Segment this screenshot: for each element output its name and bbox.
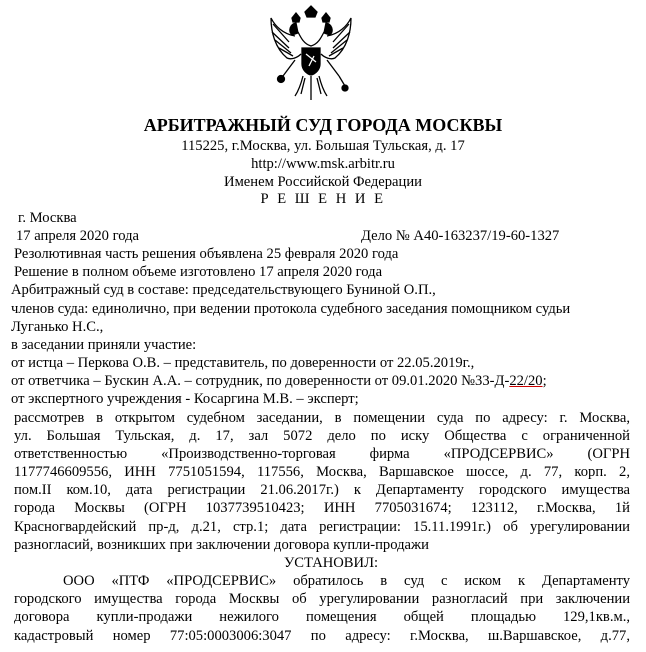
- considering-line: рассмотрев в открытом судебном заседании, в помещении суда по адресу: г. Москва,: [14, 410, 630, 426]
- defendant-text: от ответчика – Бускин А.А. – сотрудник, по доверенности от 09.01.2020 №33-Д-: [11, 373, 510, 389]
- considering-line: пом.II ком.10, дата регистрации 21.06.2017г.) к Департаменту городского имущества: [14, 482, 630, 498]
- plaintiff-representative: от истца – Перкова О.В. – представитель, по доверенности от 22.05.2019г.,: [11, 355, 475, 371]
- established-heading: УСТАНОВИЛ:: [283, 555, 379, 571]
- defendant-attorney-number: 22/20: [509, 373, 543, 389]
- court-website: http://www.msk.arbitr.ru: [251, 156, 395, 172]
- expert-representative: от экспертного учреждения - Косаргина М.В. – эксперт;: [11, 391, 359, 407]
- decision-date: 17 апреля 2020 года: [16, 228, 139, 244]
- russian-coat-of-arms-icon: [265, 4, 357, 104]
- in-name-of-federation: Именем Российской Федерации: [224, 174, 422, 190]
- defendant-representative: [11, 372, 547, 390]
- city: г. Москва: [18, 210, 77, 226]
- court-composition: Арбитражный суд в составе: председательствующего Буниной О.П.,: [11, 282, 436, 298]
- body-text-line: городского имущества города Москвы об урегулировании разногласий при заключении: [14, 591, 630, 607]
- court-members-line-2: Луганько Н.С.,: [11, 319, 104, 335]
- considering-line: 1177746609556, ИНН 7751051594, 117556, Москва, Варшавское шоссе, д. 77, корп. 2,: [14, 464, 630, 480]
- court-name: АРБИТРАЖНЫЙ СУД ГОРОДА МОСКВЫ: [143, 115, 503, 135]
- operative-part-announced: Резолютивная часть решения объявлена 25 февраля 2020 года: [14, 246, 399, 262]
- document-type: Р Е Ш Е Н И Е: [260, 191, 386, 207]
- considering-line: ул. Большая Тульская, д. 17, зал 5072 дело по иску Общества с ограниченной: [14, 428, 630, 444]
- considering-line: Красногвардейский пр-д, д.21, стр.1; дата регистрации: 15.11.1991г.) об урегулировании: [14, 519, 630, 535]
- considering-line: города Москвы (ОГРН 1037739510423; ИНН 7705031674; 123112, г.Москва, 1й: [14, 500, 630, 516]
- considering-last-line: разногласий, возникших при заключении договора купли-продажи: [14, 537, 429, 553]
- full-decision-made: Решение в полном объеме изготовлено 17 апреля 2020 года: [14, 264, 383, 280]
- body-text-line: договора купли-продажи нежилого помещения общей площадью 129,1кв.м.,: [14, 609, 630, 625]
- defendant-end: ;: [542, 373, 547, 389]
- body-text-line: кадастровый номер 77:05:0003006:3047 по адресу: г.Москва, ш.Варшавское, д.77,: [14, 628, 630, 644]
- court-address: 115225, г.Москва, ул. Большая Тульская, д. 17: [181, 138, 465, 154]
- participants-heading: в заседании приняли участие:: [11, 337, 197, 353]
- body-text-line: ООО «ПТФ «ПРОДСЕРВИС» обратилось в суд с иском к Департаменту: [63, 573, 630, 589]
- case-number: Дело № А40-163237/19-60-1327: [361, 228, 560, 244]
- considering-line: ответственностью «Производственно-торговая фирма «ПРОДСЕРВИС» (ОГРН: [14, 446, 630, 462]
- court-members-line-1: членов суда: единолично, при ведении протокола судебного заседания помощником судьи: [11, 301, 571, 317]
